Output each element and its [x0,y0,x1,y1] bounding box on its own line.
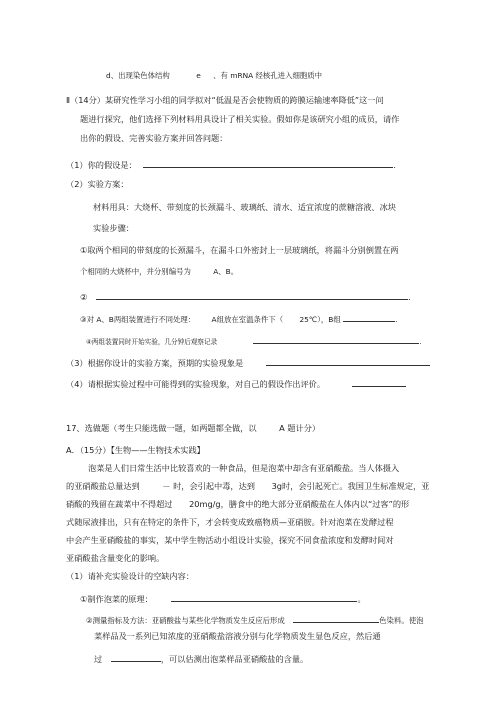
passage-line3-a: 硝酸的残留在蔬菜中不得超过 [66,499,173,509]
question-2-text-line3: 出你的假设、完善实验方案并回答问题： [80,133,228,143]
step-4: ④两组装置同时开始实验，几分钟后观察记录 . [86,334,421,346]
question-17-heading [66,424,320,432]
step-2-blank[interactable] [96,290,408,300]
question-2-heading: Ⅱ（14分）某研究性学习小组的同学拟对“低温是否会使物质的跨膜运输速率降低”这一问 [66,95,384,105]
principle-period: 。 [357,594,366,604]
method-blank[interactable] [111,652,161,662]
hypothesis-blank[interactable] [143,158,393,168]
evaluation [66,377,406,388]
passage-line2-b: － 时，会引起中毒，达到 [162,481,255,491]
measurement-line1 [86,613,424,624]
step-3-text: ③对 A、B两组装置进行不同处理： [80,315,196,324]
measurement-text: ②测量指标及方法：亚硝酸盐与某些化学物质发生反应后形成 [86,616,285,625]
step-1-line1: ①取两个相同的带刻度的长颈漏斗，在漏斗口外密封上一层玻璃纸，将漏斗分别倒置在两 [80,245,399,255]
passage-line3 [66,500,409,508]
passage-line2-c: 3g时，会引起死亡。我国卫生标准规定，亚 [271,481,430,491]
evaluation-text: （4）请根据实验过程中可能得到的实验现象，对自己的假设作出评价。 [66,379,326,389]
principle-label: ①制作泡菜的原理： [80,594,153,604]
passage-line5: 中会产生亚硝酸盐的事实，某中学生物活动小组设计实验，探究不同食盐浓度和发酵时间对 [66,535,394,545]
evaluation-blank[interactable] [352,377,406,387]
passage-line3-b: 20mg/g，膳食中的绝大部分亚硝酸盐在人体内以“过客”的形 [189,499,410,509]
question-2-text-line2: 题进行探究，他们选择下列材料用具设计了相关实验。假如你是该研究小组的成员，请作 [80,114,400,124]
passage-line2-a: 的亚硝酸盐总量达到 [66,481,140,491]
expected-result-blank[interactable] [266,356,430,366]
step-3-blank[interactable] [343,312,395,322]
step-1-line2 [80,268,238,275]
step-3-group-a: A组放在室温条件下（ [211,315,284,324]
question-17-text: 17、选做题（考生只能选做一题，如两题都全做，以 [66,423,257,433]
measurement-line3 [94,652,308,663]
section-a-heading: A．（15分）【生物——生物技术实践】 [66,445,205,455]
principle-blank[interactable] [171,592,357,602]
passage-line1: 泡菜是人们日常生活中比较喜欢的一种食品，但是泡菜中却含有亚硝酸盐。当人体摄入 [88,463,400,473]
measurement-line3-start: 过 [94,654,103,664]
passage-line6: 亚硝酸盐含量变化的影响。 [66,553,165,563]
passage-line4: 式随尿液排出，只有在特定的条件下，才会转变成致癌物质—亚硝胺。针对泡菜在发酵过程 [66,517,394,527]
step-2-number: ② [80,292,88,302]
expected-result [66,356,430,367]
passage-line2 [66,482,429,490]
option-d-text: d、出现染色体结构 [106,71,170,80]
option-e-text: 、有 mRNA 经核孔进入细胞质中 [213,71,323,80]
option-e-letter: e [196,71,201,80]
step-2: ② . [80,292,411,302]
step-3: ③对 A、B两组装置进行不同处理： A组放在室温条件下（ 25℃），B组 . [80,312,397,323]
color-blank[interactable] [293,613,379,623]
step-4-text: ④两组装置同时开始实验，几分钟后观察记录 [86,338,218,346]
steps-heading: 实验步骤： [93,223,134,233]
principle-line [80,592,366,603]
design-prompt: （1）请补充实验设计的空缺内容： [66,571,195,581]
measurement-line2: 菜样品及一系列已知浓度的亚硝酸盐溶液分别与化学物质发生显色反应，然后通 [94,631,381,641]
measurement-tail: 色染料。使泡 [379,616,424,625]
step-1-text: 个相同的大烧杯中，并分别编号为 [80,267,191,276]
experiment-plan-heading: （2）实验方案： [66,179,129,189]
measurement-line3-end: ，可以估测出泡菜样品亚硝酸盐的含量。 [160,654,309,664]
option-d [106,72,322,79]
question-17-note: A 题计分） [279,423,321,433]
step-1-labels: A、B。 [213,267,239,276]
materials-line: 材料用具：大烧杯、带刻度的长颈漏斗、玻璃纸、清水、适宜浓度的蔗糖溶液、冰块 [93,202,396,212]
hypothesis-label: （1）你的假设是： [66,160,137,170]
step-4-blank[interactable] [253,334,419,344]
expected-result-text: （3）根据你设计的实验方案，预期的实验现象是 [66,358,244,368]
step-3-group-b: 25℃），B组 [299,315,341,324]
hypothesis-prompt: （1）你的假设是： . [66,160,396,170]
